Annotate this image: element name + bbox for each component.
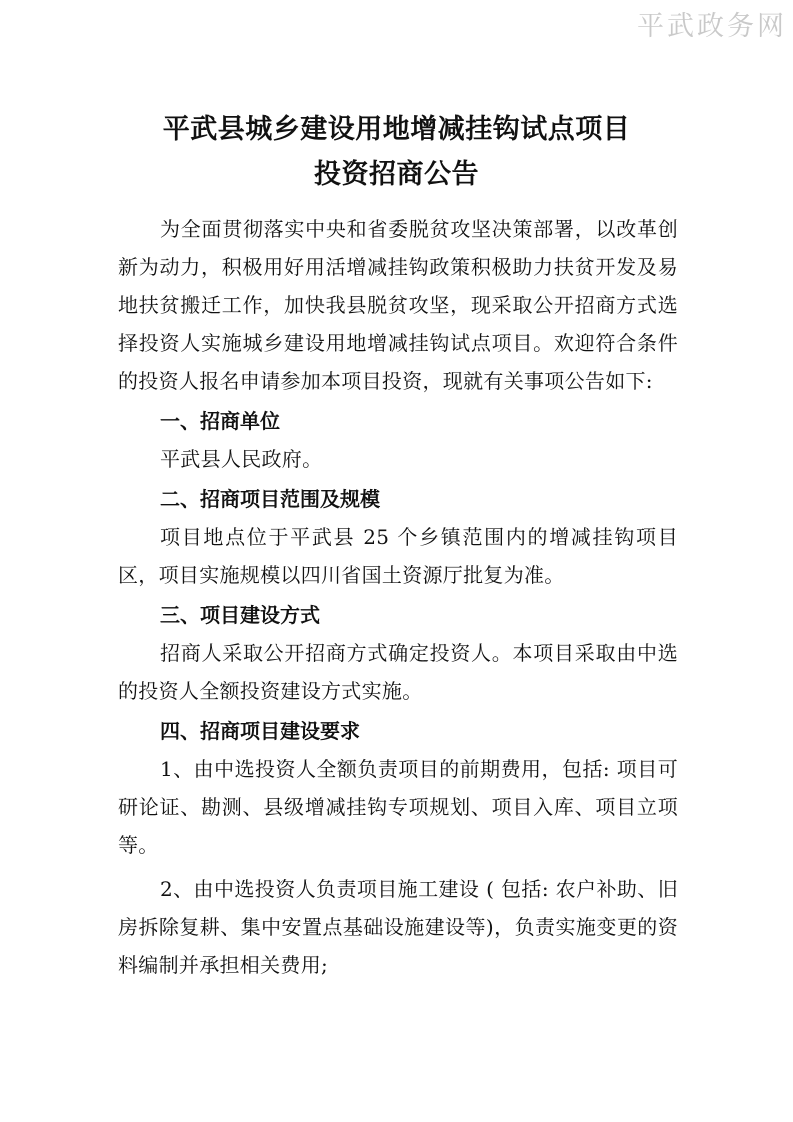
document-title-line-1: 平武县城乡建设用地增减挂钩试点项目	[162, 114, 631, 145]
section-paragraph: 项目地点位于平武县 25 个乡镇范围内的增减挂钩项目区，项目实施规模以四川省国土资源厅批复为准。	[118, 525, 678, 587]
site-watermark: 平武政务网	[637, 11, 787, 42]
section-heading-construction-method: 三、项目建设方式	[160, 603, 320, 627]
document-title-line-2: 投资招商公告	[314, 159, 479, 190]
section-paragraph: 招商人采取公开招商方式确定投资人。本项目采取由中选的投资人全额投资建设方式实施。	[118, 641, 678, 703]
section-paragraph: 1、由中选投资人全额负责项目的前期费用，包括: 项目可研论证、勘测、县级增减挂钩专项规划、项目入库、项目立项等。	[118, 757, 678, 857]
section-heading-scope-scale: 二、招商项目范围及规模	[160, 487, 380, 511]
section-heading-investment-unit: 一、招商单位	[160, 409, 280, 433]
section-heading-construction-requirements: 四、招商项目建设要求	[160, 719, 360, 743]
section-paragraph: 平武县人民政府。	[160, 447, 323, 471]
document-body	[118, 210, 678, 984]
intro-paragraph: 为全面贯彻落实中央和省委脱贫攻坚决策部署，以改革创新为动力，积极用好用活增减挂钩政策积极助力扶贫开发及易地扶贫搬迁工作，加快我县脱贫攻坚，现采取公开招商方式选择投资人实施城乡建设用地增减挂钩试点项目。欢迎符合条件的投资人报名申请参加本项目投资，现就有关事项公告如下:	[118, 217, 678, 393]
section-paragraph: 2、由中选投资人负责项目施工建设 ( 包括: 农户补助、旧房拆除复耕、集中安置点基础设施建设等)，负责实施变更的资料编制并承担相关费用;	[118, 877, 678, 977]
